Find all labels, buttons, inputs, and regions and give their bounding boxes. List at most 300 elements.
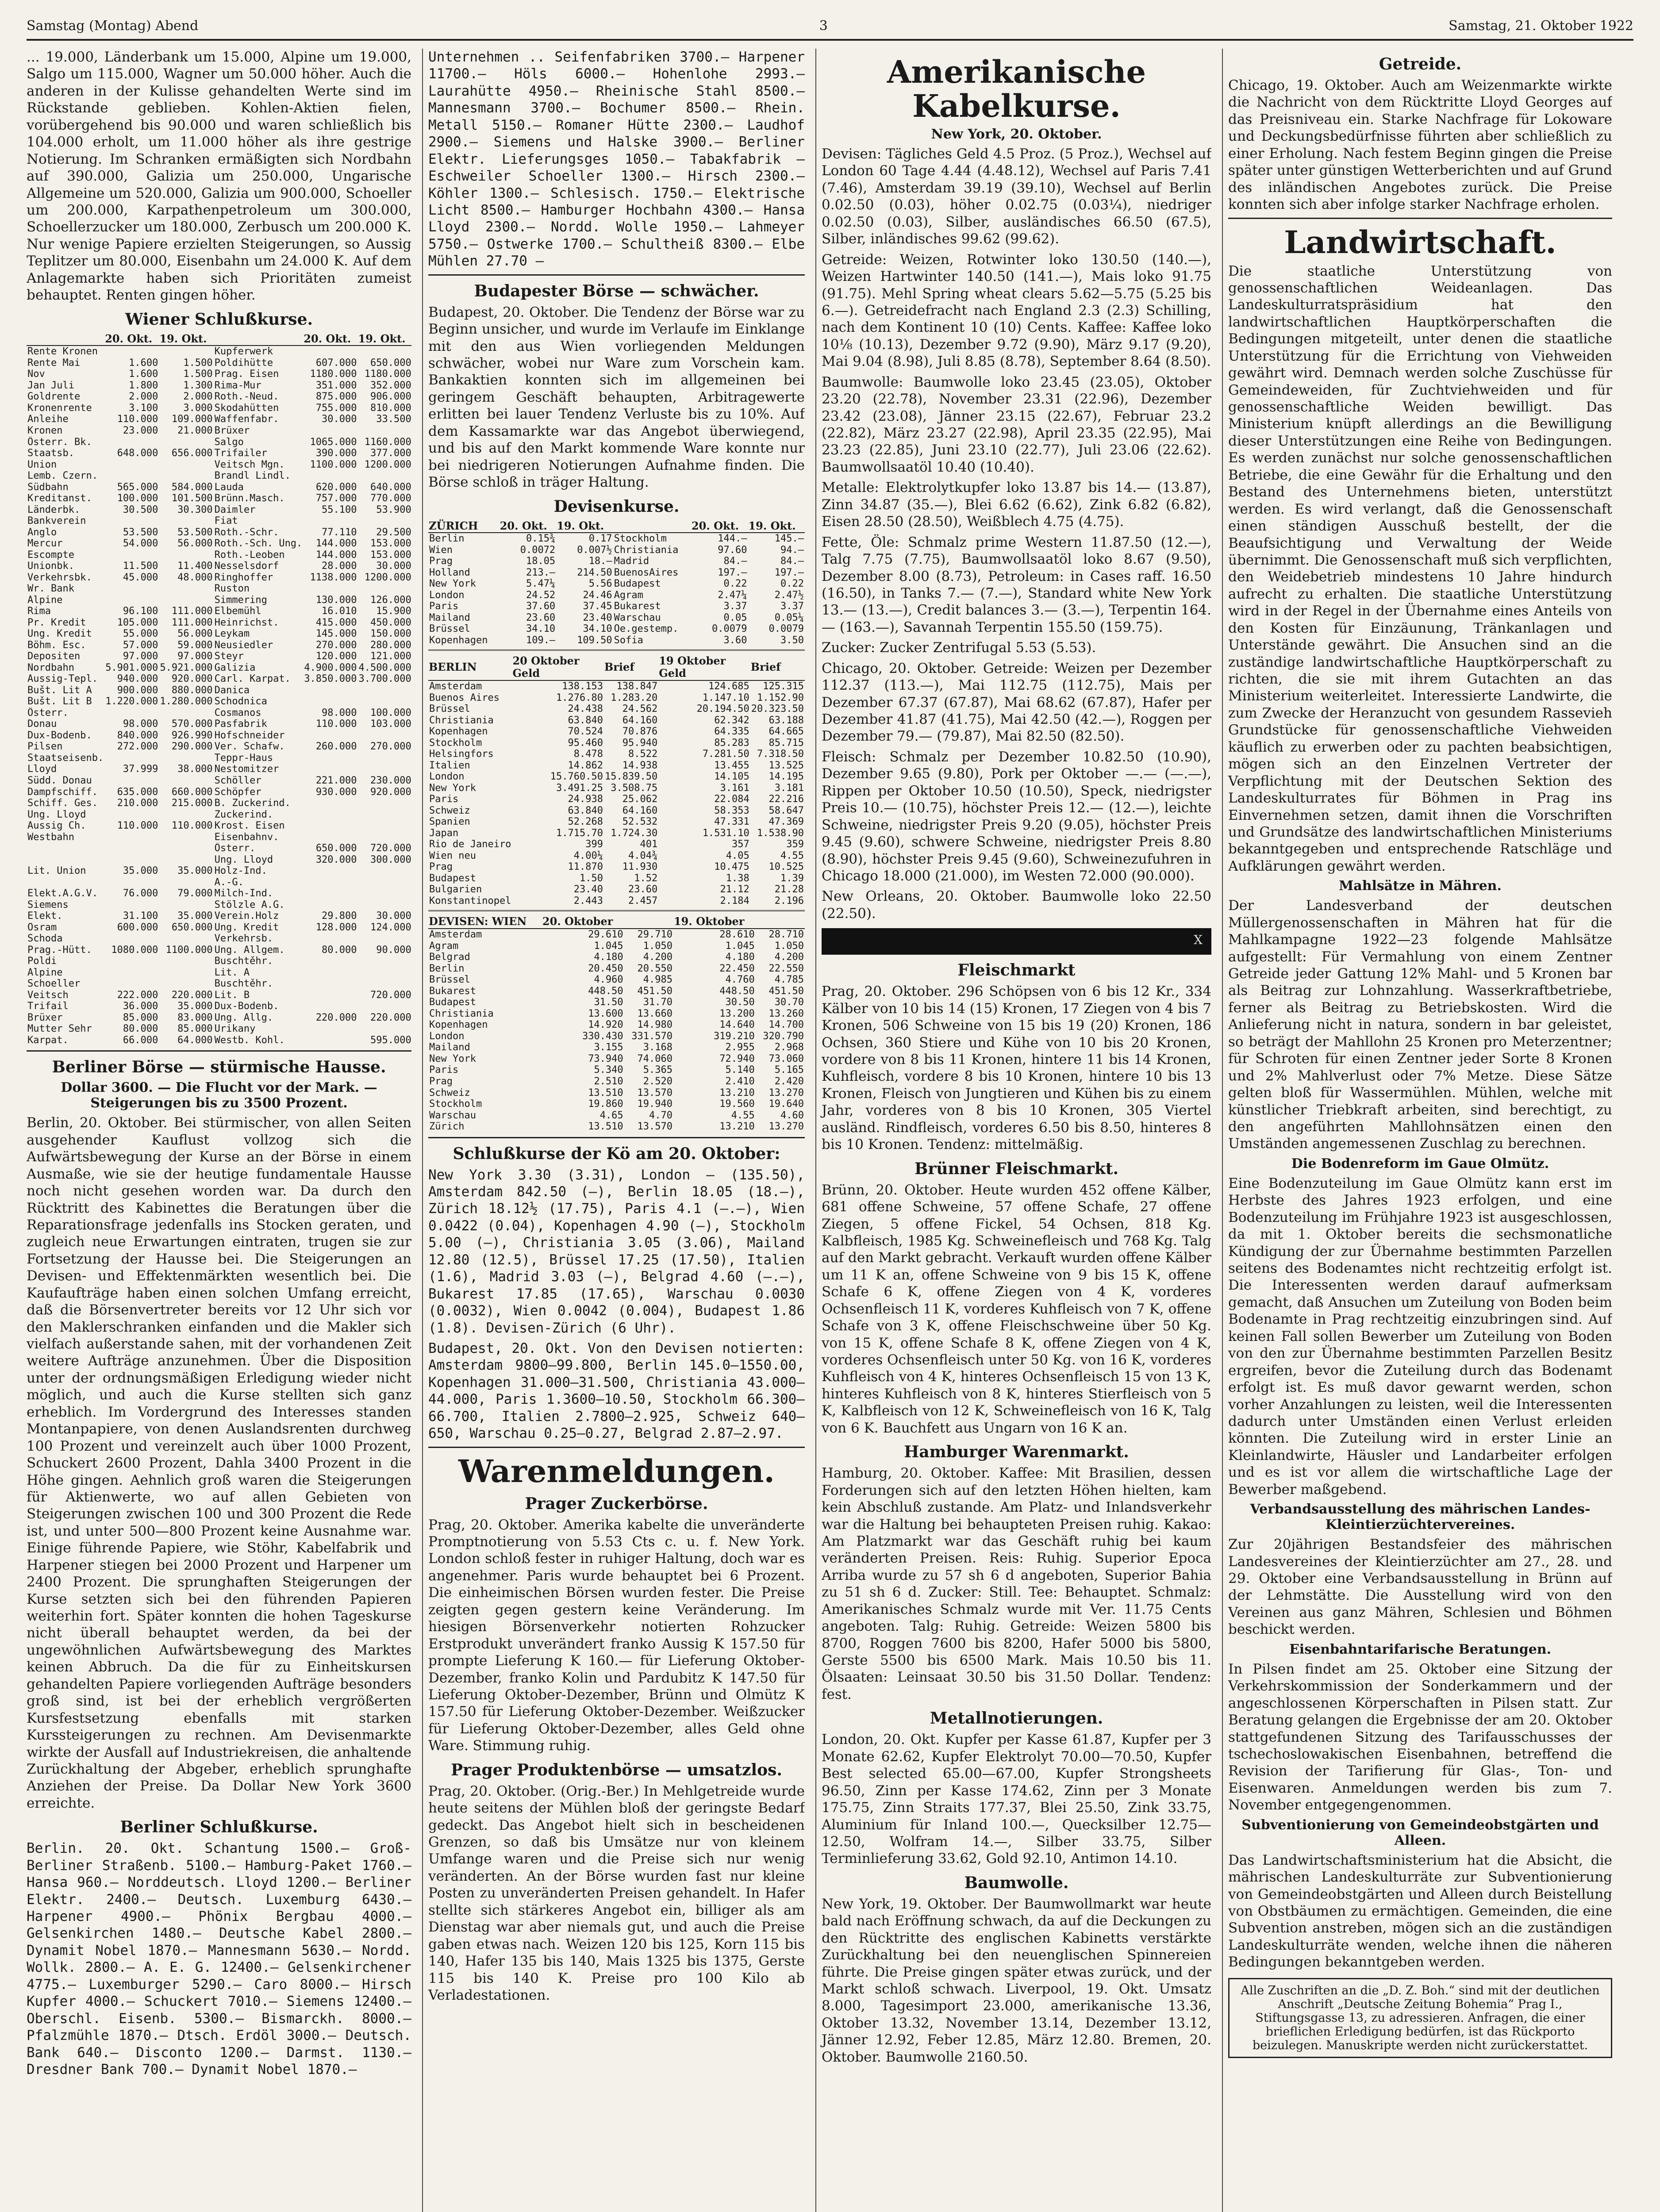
quote-row <box>428 623 805 635</box>
quote-cell: 270.000 <box>370 741 411 753</box>
quote-row <box>27 820 411 832</box>
quote-cell: 4.05 <box>726 850 749 861</box>
quote-cell: 1.724.30 <box>611 827 658 839</box>
quote-cell: 111.000 <box>171 606 213 617</box>
quote-cell: Anleihe <box>27 414 69 425</box>
quote-cell: 53.500 <box>123 526 158 538</box>
quote-cell: 13.510 <box>588 1087 623 1098</box>
quote-cell: Kupferwerk <box>214 346 273 357</box>
quote-cell: Ung. Allg. <box>214 1012 273 1023</box>
quote-cell: Böhm. Esc. <box>27 639 86 651</box>
quote-cell: 0.22 <box>723 578 747 590</box>
wien-schlusskurse-heading: Wiener Schlußkurse. <box>125 310 313 329</box>
quote-cell: 5.365 <box>643 1064 672 1076</box>
quote-cell: Unionbk. <box>27 561 74 572</box>
kabel-neworleans-text: New Orleans, 20. Oktober. Baumwolle loko 22.50 (22.50). <box>822 888 1211 922</box>
quote-cell: Christiania <box>429 1008 494 1019</box>
quote-cell: Brüssel <box>429 703 470 715</box>
quote-cell: 399 <box>585 839 603 850</box>
page-number: 3 <box>819 18 828 34</box>
quote-cell <box>104 437 159 448</box>
quote-row <box>27 561 411 572</box>
kabel-chicago-text: Chicago, 20. Oktober. Getreide: Weizen per Dezember 112.37 (113.—), Mai 112.75 (112.75), Mais per Dezember 67.37 (67.87), Mai 68.62 (67.87), Hafer per Dezember 41.87 (41.75), Mai 42.50 (42.—), Roggen per Dezember 79.— (79.87), Mai 82.50 (82.50). <box>822 660 1211 745</box>
landwirtschaft-text: Die staatliche Unterstützung von genossenschaftlichen Weideanlagen. Das Landeskulturratspräsidium hat den landwirtschaftlichen Hauptkörperschaften die Bedingungen mitgeteilt, unter denen die staatliche Unterstützung für die Errichtung von Viehweiden gewährt wird. Demnach werden solche Zuschüsse für Gemeindeweiden, für Zuchtviehweiden und für genossenschaftliche Weiden bewilligt. Das Ministerium knüpft allerdings an die Bewilligung dieser Unterstützungen eine Reihe von Bedingungen. Es werden zunächst nur solche genossenschaftlichen Betriebe, die eine Gewähr für die Erhaltung und den Bestand des Unternehmens bieten, unterstützt werden. Es wird verlangt, daß die Genossenschaft einen ständigen Ausschuß bestellt, der die Beaufsichtigung und Verwaltung der Weide übernimmt. Die Genossenschaft muß sich verpflichten, den Weidebetrieb mindestens 10 Jahre hindurch aufrecht zu erhalten. Die staatliche Unterstützung wird in der Regel in der Übernahme eines Anteils von den Kosten für Einzäunung, Tränkanlagen und Unterstände gewährt. Die Ansuchen sind an die zuständige landwirtschaftliche Hauptkörperschaft zu richten, die sie mit ihrem Gutachten an das Ministerium weiterleitet. Interessierte Landwirte, die zum Zwecke der Heranzucht von gesundem Rassevieh Grundstücke für genossenschaftliche Viehweiden käuflich zu erwerben oder zu pachten beabsichtigen, mögen sich an den Einzelnen Vertreter der Verpflichtung mit der Deutschen Sektion des Landeskulturrates für Böhmen in Prag ins Einvernehmen setzen, damit ihnen die Vorschriften und Grundsätze des landwirtschaftlichen Ministeriums bekanntgegeben und entsprechende Ratschläge und Aufklärungen gewährt werden. <box>1228 263 1612 874</box>
quote-cell: Trifailer <box>214 448 267 459</box>
quote-cell: 415.000 <box>315 617 357 628</box>
quote-cell: 4.70 <box>649 1110 672 1121</box>
quote-cell: 448.50 <box>588 985 623 997</box>
quote-cell <box>104 459 159 471</box>
quote-cell: Stockholm <box>614 533 667 545</box>
quote-cell: 13.525 <box>769 760 804 771</box>
bruenner-fleischmarkt-heading: Brünner Fleischmarkt. <box>915 1159 1118 1178</box>
quote-cell: Prag. Eisen <box>214 369 279 380</box>
quote-cell: 0.15¾ <box>526 533 556 545</box>
quote-cell: Italien <box>429 760 470 771</box>
quote-cell: Schodnica <box>214 696 267 707</box>
quote-cell: Pasfabrik <box>214 718 267 730</box>
quote-cell: 24.938 <box>568 794 603 805</box>
table-header-cell <box>624 915 673 929</box>
quote-cell: 64.335 <box>714 726 749 737</box>
quote-row <box>428 715 805 726</box>
quote-row <box>428 963 805 975</box>
quote-cell: London <box>429 589 465 601</box>
quote-cell: 18.— <box>588 556 612 567</box>
quote-cell: 214.50 <box>577 567 612 578</box>
kabel-metalle-text: Metalle: Elektrolytkupfer loko 13.87 bis 14.— (13.87), Zinn 34.87 (35.—), Blei 6.62 (6.62), Zink 6.82 (6.82), Eisen 28.50 (28.50), Weißblech 4.75 (4.75). <box>822 480 1211 530</box>
quote-cell: Schöpfer <box>214 786 261 798</box>
quote-row <box>27 1012 411 1024</box>
quote-cell: 2.184 <box>720 895 749 906</box>
quote-cell: 95.940 <box>622 737 658 749</box>
quote-cell: 19.640 <box>769 1098 804 1110</box>
quote-cell: 377.000 <box>370 448 411 459</box>
quote-cell: Poldihütte <box>214 357 273 369</box>
quote-cell: 0.0072 <box>520 544 556 556</box>
quote-cell: 660.000 <box>171 786 213 798</box>
quote-cell: 13.270 <box>769 1087 804 1098</box>
quote-cell: 319.210 <box>713 1030 755 1042</box>
quote-cell: 37.45 <box>583 601 612 612</box>
quote-cell <box>303 809 357 821</box>
quote-cell <box>303 515 357 527</box>
quote-cell: Rio de Janeiro <box>429 839 511 850</box>
quote-cell: 451.50 <box>769 985 804 997</box>
quote-cell: 56.000 <box>177 628 213 640</box>
quote-cell: 100.000 <box>117 493 158 504</box>
quote-cell: 2.520 <box>643 1075 672 1087</box>
quote-row <box>428 861 805 873</box>
quote-cell: 24.52 <box>526 589 556 601</box>
table-header-cell <box>756 915 805 929</box>
quote-cell <box>303 956 357 967</box>
quote-cell: 36.000 <box>123 1001 158 1012</box>
wien-col-head: 19. Okt. <box>159 332 213 346</box>
quote-row <box>27 414 411 425</box>
kabel-zucker-text: Zucker: Zucker Zentrifugal 5.53 (5.53). <box>822 640 1096 656</box>
quote-row <box>27 967 411 979</box>
quote-cell: Goldrente <box>27 391 81 403</box>
quote-cell: Skodahütten <box>214 402 279 414</box>
quote-cell: 14.938 <box>622 760 658 771</box>
quote-cell: 1.500 <box>183 369 213 380</box>
quote-cell: 70.524 <box>568 726 603 737</box>
quote-cell: Sofia <box>614 634 643 646</box>
quote-cell: 5.340 <box>594 1064 623 1076</box>
quote-cell <box>358 820 411 832</box>
quote-cell: 55.000 <box>123 628 158 640</box>
quote-cell: 2.420 <box>774 1075 804 1087</box>
quote-cell <box>104 978 159 990</box>
quote-cell: 22.216 <box>769 794 804 805</box>
quote-cell <box>27 854 104 866</box>
wien-devisen-table <box>428 915 805 1132</box>
quote-cell: 31.70 <box>643 997 672 1008</box>
quote-cell: 30.300 <box>177 504 213 515</box>
quote-cell <box>358 899 411 911</box>
quote-cell: 19.940 <box>637 1098 672 1110</box>
metallnotierungen-text: London, 20. Okt. Kupfer per Kasse 61.87, Kupfer per 3 Monate 62.62, Kupfer Elektrolyt 70.00—70.50, Kupfer Best selected 65.00—67.00, Kupfer Strongsheets 96.50, Zinn per Kasse 174.62, Zinn per 3 Monate 175.75, Zinn Straits 177.37, Blei 25.50, Zink 33.75, Aluminium für Inland 100.—, Quecksilber 12.75—12.50, Wolfram 14.—, Silber 33.75, Silber Terminlieferung 33.62, Gold 92.10, Antimon 14.10. <box>822 1732 1211 1867</box>
quote-cell: 4.960 <box>594 974 623 986</box>
quote-cell: 64.000 <box>177 1034 213 1046</box>
quote-cell: 656.000 <box>171 448 213 459</box>
quote-cell: 5.140 <box>725 1064 755 1076</box>
quote-cell: 1080.000 <box>111 944 158 956</box>
quote-row <box>428 533 805 545</box>
quote-cell <box>303 832 357 843</box>
quote-row <box>27 380 411 392</box>
quote-cell <box>303 888 357 899</box>
quote-cell <box>159 437 213 448</box>
column-4 <box>1222 49 1612 2212</box>
quote-cell: Donau <box>27 718 57 730</box>
table-header-cell: 20. Oktober <box>542 915 624 929</box>
quote-cell: 1.600 <box>129 369 158 380</box>
berliner-boerse-text: Berlin, 20. Oktober. Bei stürmischer, von allen Seiten ausgehender Kauflust vollzog sich die Aufwärtsbewegung der Kurse an der Börse in einem Ausmaße, wie sie der heutige fundamentale Hausse noch nicht gesehen worden war. Da durch den Rücktritt des Kabinettes die Beratungen über die Reparationsfrage jedenfalls ins Stocken geraten, und zugleich neue Erwartungen eintraten, trugen sie zur Fortsetzung der Hausse bei. Die Steigerungen an Devisen- und Effektenmärkten wesentlich bei. Die Kaufaufträge haben einen solchen Umfang erreicht, daß die Börsenvertreter bereits vor 12 Uhr sich vor den Maklerschranken einfanden und die Makler sich vielfach außerstande sahen, mit der vorhandenen Zeit weitere Aufträge anzunehmen. Über die Disposition unter der ordnungsmäßigen Erledigung wieder nicht möglich, und auch die Kurse stellten sich ganz erheblich. Im Vordergrund des Interesses standen Montanpapiere, von denen Auslandsrenten durchweg 100 Prozent und vereinzelt auch über 1000 Prozent, Schuckert 2600 Prozent, Dahla 3400 Prozent in die Höhe gingen. Aehnlich groß waren die Steigerungen für Aktienwerte, wo auf allen Gebieten von Steigerungen zwischen 100 und 300 Prozent die Rede ist, und unter 500—800 Prozent keine Ausnahme war. Einige führende Papiere, wie Stöhr, Kabelfabrik und Harpener stiegen bei 2000 Prozent und Harpener um 2400 Prozent. Die sprunghaften Steigerungen der Kurse setzten sich bei den führenden Papieren weiterhin fort. Später konnten die hohen Tageskurse nicht überall behauptet werden, da bei der ungewöhnlichen Aufwärtsbewegung des Marktes keinen Abbruch. Da die für zu Einheitskursen gehandelten Papiere vorliegenden Aufträge besonders groß sind, ist bei der erheblich vergrößerten Kursfestsetzung ebenfalls mit starken Kurssteigerungen zu rechnen. Am Devisenmarkte wirkte der Ausfall auf Industriekreisen, die anhaltende Zurückhaltung der Abgeber, erheblich sprunghafte Anziehen der Preise. Da Dollar New York 3600 erreichte. <box>27 1115 411 1811</box>
quote-cell: 23.60 <box>628 884 658 895</box>
table-header-cell: DEVISEN: WIEN <box>428 915 542 929</box>
quote-row <box>428 895 805 907</box>
quote-row <box>428 783 805 794</box>
quote-cell: Lloyd <box>27 764 57 775</box>
quote-cell: A.-G. <box>214 876 244 888</box>
quote-cell: 58.647 <box>769 805 804 816</box>
quote-cell <box>358 1023 411 1035</box>
quote-cell <box>303 753 357 764</box>
quote-row <box>27 504 411 516</box>
quote-cell <box>303 1001 357 1012</box>
quote-cell: 53.900 <box>376 504 411 515</box>
quote-row <box>27 707 411 719</box>
quote-cell: 11.930 <box>622 861 658 873</box>
devisenkurse-heading: Devisenkurse. <box>553 497 680 516</box>
quote-cell: Bušt. Lit A <box>27 684 92 696</box>
table-header-cell: Brief <box>604 654 658 680</box>
quote-cell: 11.500 <box>123 561 158 572</box>
quote-row <box>27 448 411 459</box>
quote-row <box>27 425 411 437</box>
quote-cell: 120.000 <box>315 651 357 662</box>
quote-cell: 38.000 <box>177 764 213 775</box>
quote-row <box>428 556 805 567</box>
quote-cell: Brüssel <box>429 974 470 986</box>
quote-cell: 215.000 <box>171 798 213 809</box>
quote-row <box>27 459 411 471</box>
quote-cell: Anglo <box>27 526 57 538</box>
quote-cell <box>303 899 357 911</box>
quote-cell: 1.152.90 <box>757 692 804 703</box>
quote-cell: 906.000 <box>370 391 411 403</box>
quote-cell <box>303 967 357 979</box>
quote-row <box>27 798 411 809</box>
quote-cell: 55.100 <box>322 504 357 515</box>
quote-cell: 14.862 <box>568 760 603 771</box>
quote-cell: 54.000 <box>123 538 158 549</box>
quote-cell: 222.000 <box>117 989 158 1001</box>
quote-cell: 1.52 <box>634 872 658 884</box>
quote-cell: Zürich <box>429 1121 465 1133</box>
quote-cell: 56.000 <box>177 538 213 549</box>
quote-cell: 13.270 <box>769 1121 804 1133</box>
quote-row <box>428 816 805 828</box>
quote-cell: 11.400 <box>177 561 213 572</box>
quote-row <box>27 809 411 821</box>
quote-cell: 109.000 <box>171 414 213 425</box>
quote-cell: Stockholm <box>429 737 482 749</box>
quote-cell: 1.050 <box>774 940 804 952</box>
quote-cell: 73.940 <box>588 1053 623 1064</box>
quote-cell: Kopenhagen <box>429 726 488 737</box>
quote-cell: 63.840 <box>568 714 603 726</box>
quote-cell: 13.200 <box>719 1008 755 1019</box>
quote-cell: 635.000 <box>117 786 158 798</box>
quote-cell: 926.990 <box>171 730 213 741</box>
quote-cell <box>159 583 213 595</box>
quote-cell: Lauda <box>214 481 244 493</box>
quote-cell: Alpine <box>27 967 63 978</box>
quote-cell: 23.60 <box>526 612 556 623</box>
quote-cell: 150.000 <box>370 628 411 640</box>
quote-cell: Depositen <box>27 651 81 662</box>
quote-cell: 8.478 <box>573 749 603 760</box>
quote-cell: 64.665 <box>769 726 804 737</box>
black-divider-bar <box>822 928 1211 955</box>
quote-cell: Roth.-Leoben <box>214 549 285 561</box>
quote-row <box>27 662 411 674</box>
kabel-fette-text: Fette, Öle: Schmalz prime Western 11.87.50 (12.—), Talg 7.75 (7.75), Baumwollsaatöl loko 8.67 (9.50), Dezember 8.00 (8.73), Petroleum: in Cases raff. 16.50 (16.50), in Tanks 7.— (7.—), Standard white New York 13.— (13.—), Credit balances 3.— (3.—), Terpentin 164.— (163.—), Savannah Terpentin 155.50 (159.75). <box>822 534 1211 635</box>
prager-zuckerboerse-text: Prag, 20. Oktober. Amerika kabelte die unveränderte Promptnotierung von 5.53 Cts c. u. f. New York. London schloß fester in ruhiger Haltung, doch war es angenehmer. Paris wurde behauptet bei 6 Prozent. Die einheimischen Börsen wurden fester. Die Preise zeigten gegen gestern keine Veränderung. Im hiesigen Börsenverkehr notierten Rohzucker Erstprodukt unverändert franko Aussig K 157.50 für prompte Lieferung K 160.— für Lieferung Oktober-Dezember, franko Kolin und Pardubitz K 147.50 für Lieferung Oktober-Dezember, Brünn und Olmütz K 157.50 für Lieferung Oktober-Dezember. Weißzucker für Lieferung Oktober-Dezember, alles Geld ohne Ware. Stimmung ruhig. <box>428 1517 805 1754</box>
kabel-getreide-text: Getreide: Weizen, Rotwinter loko 130.50 (140.—), Weizen Hartwinter 140.50 (141.—), Mais loko 91.75 (91.75). Mehl Spring wheat clears 5.62—5.75 (5.25 bis 6.—). Getreidefracht nach England 2.3 (2.3) Schilling, nach dem Kontinent 10 (10) Cents. Kaffee: Kaffee loko 10⅛ (10.13), Dezember 9.72 (9.90), März 9.17 (9.20), Mai 9.04 (8.98), Juli 8.85 (8.78), September 8.64 (8.50). <box>822 251 1211 370</box>
quote-row <box>27 346 411 357</box>
quote-cell: 24.438 <box>568 703 603 715</box>
quote-cell: 15.900 <box>376 606 411 617</box>
quote-cell <box>303 730 357 741</box>
quote-cell: Prag.-Hütt. <box>27 944 92 956</box>
quote-cell: 97.60 <box>718 544 747 556</box>
quote-row <box>428 1121 805 1133</box>
quote-row <box>27 572 411 584</box>
quote-cell: 138.847 <box>616 681 658 692</box>
quote-cell <box>104 809 159 821</box>
quote-cell: 14.640 <box>719 1019 755 1031</box>
quote-cell: Urikany <box>214 1023 256 1035</box>
quote-cell: Spanien <box>429 816 470 828</box>
quote-cell: 3.60 <box>723 634 747 646</box>
quote-cell: 73.060 <box>769 1053 804 1064</box>
quote-row <box>428 974 805 986</box>
quote-cell: 4.900.000 <box>304 662 357 673</box>
quote-cell: 124.685 <box>708 681 749 692</box>
quote-cell: 5.165 <box>774 1064 804 1076</box>
kleintier-heading: Verbandsausstellung des mährischen Landes-Kleintierzüchtervereines. <box>1250 1502 1591 1533</box>
quote-cell: Kopenhagen <box>429 634 488 646</box>
quote-row <box>27 990 411 1001</box>
quote-cell: 47.369 <box>769 816 804 828</box>
quote-cell: 1180.000 <box>364 369 411 380</box>
quote-cell: 145.000 <box>315 628 357 640</box>
quote-cell <box>104 956 159 967</box>
quote-row <box>27 617 411 629</box>
quote-cell: 5.56 <box>588 578 612 590</box>
quote-cell: 30.000 <box>322 414 357 425</box>
quote-cell: Österr. <box>27 707 69 718</box>
quote-row <box>428 1042 805 1053</box>
header-date: Samstag, 21. Oktober 1922 <box>1449 18 1633 34</box>
quote-cell: 58.353 <box>714 805 749 816</box>
quote-cell: Madrid <box>614 556 649 567</box>
quote-cell: 1.045 <box>725 940 755 952</box>
quote-cell: BuenosAires <box>614 567 679 578</box>
quote-cell: 85.715 <box>769 737 804 749</box>
quote-cell: 34.10 <box>526 623 556 635</box>
quote-row <box>428 986 805 997</box>
quote-cell: 0.007½ <box>577 544 612 556</box>
quote-cell: 357 <box>732 839 749 850</box>
quote-cell: 22.550 <box>769 963 804 974</box>
prager-zuckerboerse-heading: Prager Zuckerbörse. <box>525 1494 708 1513</box>
quote-cell: New York <box>429 578 476 590</box>
quote-cell: 3.700.000 <box>358 673 411 685</box>
quote-cell: 63.840 <box>568 805 603 816</box>
quote-cell: Wien <box>429 544 453 556</box>
quote-cell: 755.000 <box>315 402 357 414</box>
quote-cell: 34.10 <box>583 623 612 635</box>
quote-cell: 351.000 <box>315 380 357 391</box>
quote-cell <box>303 990 357 1001</box>
quote-cell: 4.65 <box>599 1110 623 1121</box>
quote-cell: Berlin <box>429 963 465 974</box>
quote-row <box>27 651 411 662</box>
quote-cell: 650.000 <box>370 357 411 369</box>
quote-cell: London <box>429 1030 465 1042</box>
quote-row <box>428 680 805 692</box>
quote-cell: 64.160 <box>622 714 658 726</box>
quote-row <box>27 482 411 493</box>
quote-cell: 1.50 <box>580 872 603 884</box>
quote-cell: Prag <box>429 861 453 873</box>
quote-cell: 0.0079 <box>711 623 747 635</box>
mahlsaetze-heading: Mahlsätze in Mähren. <box>1339 878 1502 894</box>
quote-cell: 15.760.50 <box>550 771 603 783</box>
quote-cell: Warschau <box>614 612 661 623</box>
quote-cell: 29.500 <box>376 526 411 538</box>
quote-cell: 153.000 <box>370 538 411 549</box>
quote-cell: 14.980 <box>637 1019 672 1031</box>
quote-cell <box>159 956 213 967</box>
quote-cell: 105.000 <box>117 617 158 628</box>
warenmeldungen-heading: Warenmeldungen. <box>458 1452 775 1490</box>
quote-cell: 1.500 <box>183 357 213 369</box>
quote-cell: 1.800 <box>129 380 158 391</box>
quote-cell: 320.790 <box>763 1030 804 1042</box>
quote-cell: Belgrad <box>429 952 470 963</box>
quote-cell: 330.430 <box>582 1030 623 1042</box>
quote-cell: 85.000 <box>123 1012 158 1023</box>
quote-cell: 98.000 <box>123 718 158 730</box>
quote-cell: Pilsen <box>27 741 63 753</box>
article-intro-text: ... 19.000, Länderbank um 15.000, Alpine um 19.000, Salgo um 115.000, Wagner um 50.000 höher. Auch die anderen in der Kulisse gehandelten Werte sind im Rückstande geblieben. Kohlen-Aktien fielen, vorübergehend bis 90.000 und waren schließlich bis 104.000 erholt, um 11.000 höher als ihre gestrige Notierung. Im Schranken ermäßigten sich Nordbahn auf 390.000, Galizia um 250.000, Ungarische Allgemeine um 520.000, Galizia um 900.000, Schoeller um 200.000, Karpathenpetroleum um 300.000, Schoellerzucker um 180.000, Zerbusch um 200.000 K. Nur wenige Papiere erzielten Steigerungen, so Aussig Teplitzer um 80.000, Eisenbahn um 24.000 K. Auf dem Anlagemarkte haben sich Prioritäten zumeist behauptet. Renten gingen höher. <box>27 49 411 303</box>
quote-cell: 14.105 <box>714 771 749 783</box>
quote-cell: 4.00¼ <box>573 850 603 861</box>
quote-cell: Stölzle A.G. <box>214 899 285 910</box>
quote-row <box>27 787 411 798</box>
quote-row <box>27 843 411 854</box>
quote-row <box>428 612 805 624</box>
quote-cell: 85.000 <box>177 1023 213 1035</box>
quote-row <box>428 703 805 715</box>
quote-row <box>428 1008 805 1020</box>
quote-cell: Daimler <box>214 504 256 515</box>
quote-cell: 97.000 <box>123 651 158 662</box>
quote-cell: Elekt. <box>27 910 63 922</box>
quote-row <box>428 726 805 737</box>
quote-cell: Paris <box>429 1064 459 1076</box>
quote-cell: 401 <box>640 839 658 850</box>
table-header-cell: 20. Okt. <box>500 519 556 533</box>
fleischmarkt-text: Prag, 20. Oktober. 296 Schöpsen von 6 bis 12 Kr., 334 Kälber von 10 bis 14 (15) Kronen, 17 Ziegen von 4 bis 7 Kronen, 506 Schweine von 15 bis 19 (20) Kronen, 186 Ochsen, 360 Stiere und Kühe von 10 bis 20 Kronen, vordere von 8 bis 11 Kronen, hintere 11 bis 14 Kronen, Kuhfleisch, vordere 8 bis 10 Kronen, hintere 10 bis 13 Kronen, Fleisch von Jungtieren und Kühen bis zu einem Jahr, vorderes von 8 bis 10 Kronen, 305 Viertel ausländ. Rindfleisch, vorderes 6.50 bis 8.50, hinteres 8 bis 10 Kronen. Tendenz: mittelmäßig. <box>822 983 1211 1153</box>
hamburger-warenmarkt-text: Hamburg, 20. Oktober. Kaffee: Mit Brasilien, dessen Forderungen sich auf den letzten Höhen hielten, kam kein Abschluß zustande. Am Platz- und Inlandsverkehr war die Haltung bei behaupteten Preisen ruhig. Kakao: Am Platzmarkt war das Geschäft ruhig bei kaum veränderten Preisen. Reis: Ruhig. Superior Epoca Arriba wurde zu 57 sh 6 d angeboten, Superior Bahia zu 51 sh 6 d. Zucker: Still. Tee: Behauptet. Schmalz: Amerikanisches Schmalz wurde mit Ver. 11.75 Cents angeboten. Talg: Ruhig. Getreide: Weizen 5800 bis 8700, Roggen 7600 bis 8200, Hafer 5000 bis 5800, Gerste 5500 bis 6500 Mark. Mais 10.50 bis 11. Ölsaaten: Leinsaat 30.50 bis 31.50 Dollar. Tendenz: fest. <box>822 1465 1211 1702</box>
quote-cell <box>159 899 213 911</box>
quote-cell: 1.300 <box>183 380 213 391</box>
quote-cell: Amsterdam <box>429 929 482 941</box>
column-2 <box>422 49 805 2212</box>
quote-cell: Dux-Bodenb. <box>214 1001 279 1012</box>
quote-cell: 23.40 <box>573 884 603 895</box>
quote-cell: Jan Juli <box>27 380 74 391</box>
quote-cell <box>303 685 357 696</box>
quote-cell: 1065.000 <box>310 436 357 448</box>
quote-row <box>27 549 411 561</box>
quote-cell: 23.40 <box>583 612 612 623</box>
quote-cell: 30.000 <box>376 910 411 922</box>
quote-cell: 94.— <box>780 544 804 556</box>
quote-cell: 290.000 <box>171 741 213 753</box>
quote-row <box>27 527 411 538</box>
berliner-boerse-subheading: Dollar 3600. — Die Flucht vor der Mark. — Steigerungen bis zu 3500 Prozent. <box>61 1080 377 1111</box>
quote-cell <box>303 1035 357 1046</box>
quote-cell <box>104 470 159 482</box>
berlin-kurse-continuation: Unternehmen .. Seifenfabriken 3700.— Harpener 11700.— Höls 6000.— Hohenlohe 2993.— Laurahütte 4950.— Rheinische Stahl 8500.— Mannesmann 3700.— Bochumer 8500.— Rhein. Metall 5150.— Romaner Hütte 2300.— Laudhof 2900.— Siemens und Halske 3900.— Berliner Elektr. Lieferungsges 1050.— Tabakfabrik — Eschweiler Schoeller 1300.— Hirsch 2300.— Köhler 1300.— Schlesisch. 1750.— Elektrische Licht 8500.— Hamburger Hochbahn 4300.— Hansa Lloyd 2300.— Nordd. Wolle 1950.— Lahmeyer 5750.— Ostwerke 1700.— Schultheiß 8300.— Elbe Mühlen 27.70 — <box>428 49 805 269</box>
quote-cell: 21.28 <box>774 884 804 895</box>
quote-cell: 100.000 <box>370 707 411 718</box>
quote-row <box>27 437 411 448</box>
quote-cell: 77.110 <box>322 526 357 538</box>
quote-row <box>27 470 411 482</box>
quote-cell <box>358 956 411 967</box>
quote-cell: Japan <box>429 827 459 839</box>
quote-cell: 4.985 <box>643 974 672 986</box>
